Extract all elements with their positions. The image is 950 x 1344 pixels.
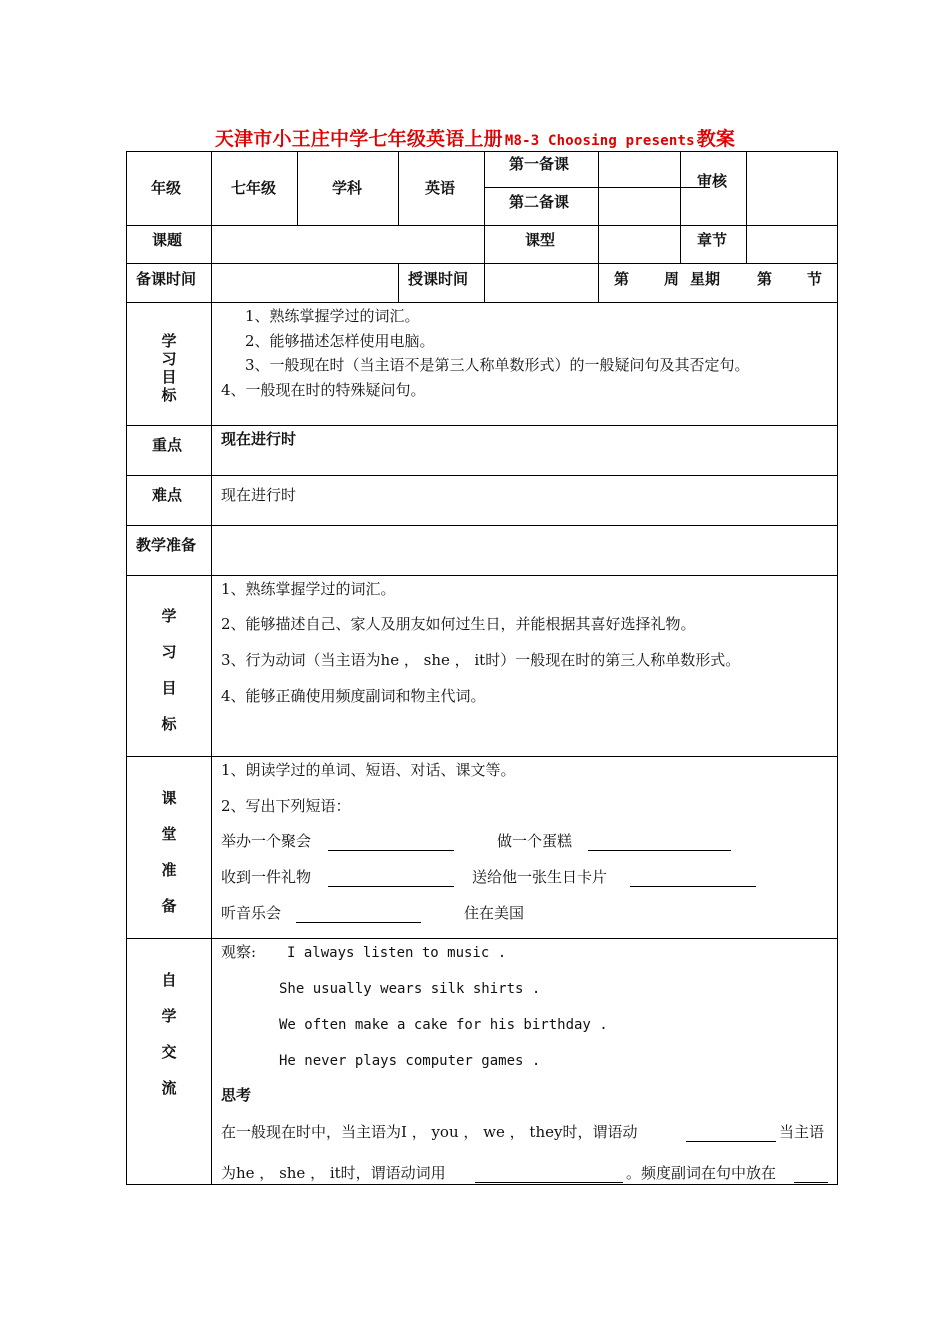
goals2-item: 3、行为动词（当主语为he ， she ， it时）一般现在时的第三人称单数形式。 [221,651,741,669]
example-sentence: She usually wears silk shirts . [279,981,541,997]
answer-blank[interactable] [475,1168,623,1183]
table-rule [126,225,838,226]
goals2-item: 2、能够描述自己、家人及朋友如何过生日，并能根据其喜好选择礼物。 [221,615,696,633]
answer-blank[interactable] [328,872,454,887]
think-question-line-2-end: 。频度副词在句中放在 [626,1164,777,1182]
table-border-left [126,151,127,1185]
key-point-value: 现在进行时 [221,430,297,448]
preparation-label: 教学准备 [136,536,197,554]
think-question-line-2: 为he ， she ， it时，谓语动词用 [221,1164,446,1182]
goals1-item: 4、一般现在时的特殊疑问句。 [221,381,426,399]
goals2-item: 1、熟练掌握学过的词汇。 [221,580,396,598]
goals2-label: 学 习 目 标 [161,607,177,733]
answer-blank[interactable] [630,872,756,887]
subject-label: 学科 [332,179,363,197]
table-border-right [837,151,838,1185]
document-title: 天津市小王庄中学七年级英语上册 M8-3 Choosing presents 教案 [214,128,736,150]
table-rule [126,263,838,264]
table-rule [126,938,838,939]
grade-label: 年级 [151,179,182,197]
table-rule [126,525,838,526]
goals1-item: 3、一般现在时（当主语不是第三人称单数形式）的一般疑问句及其否定句。 [245,356,750,374]
table-rule [598,151,599,303]
table-rule [484,151,485,303]
think-label: 思考 [221,1086,252,1104]
table-rule [398,263,399,303]
key-point-label: 重点 [152,436,183,454]
answer-blank[interactable] [686,1127,776,1142]
weekday-label: 星期 [690,270,721,288]
table-rule [126,425,838,426]
table-rule [126,756,838,757]
phrase-prompt: 听音乐会 [221,904,282,922]
topic-label: 课题 [152,231,183,249]
phrase-prompt: 住在美国 [464,904,525,922]
phrase-prompt: 收到一件礼物 [221,868,312,886]
chapter-label: 章节 [697,231,728,249]
table-rule [680,151,681,264]
class-prep-item: 2、写出下列短语： [221,797,351,815]
answer-blank[interactable] [328,836,454,851]
table-border-top [126,151,838,152]
goals1-item: 2、能够描述怎样使用电脑。 [245,332,435,350]
phrase-prompt: 举办一个聚会 [221,832,312,850]
teach-time-label: 授课时间 [408,270,469,288]
period-label-2: 节 [807,270,823,288]
table-rule [126,302,838,303]
table-rule [484,187,710,188]
class-prep-item: 1、朗读学过的单词、短语、对话、课文等。 [221,761,516,779]
phrase-prompt: 送给他一张生日卡片 [472,868,608,886]
example-sentence: I always listen to music . [287,945,507,961]
example-sentence: We often make a cake for his birthday . [279,1017,608,1033]
answer-blank[interactable] [296,908,421,923]
answer-blank[interactable] [794,1168,828,1183]
prep-time-label: 备课时间 [136,270,197,288]
think-question-line-1-end: 当主语 [779,1123,825,1141]
grade-value: 七年级 [231,179,277,197]
class-prep-label: 课 堂 准 备 [161,789,177,915]
table-rule [126,475,838,476]
lesson-type-label: 课型 [525,231,556,249]
first-prep-label: 第一备课 [509,155,570,173]
table-rule [398,151,399,226]
goals1-label: 学 习 目 标 [161,332,177,404]
table-rule [211,151,212,1185]
table-rule [126,575,838,576]
subject-value: 英语 [425,179,456,197]
example-sentence: He never plays computer games . [279,1053,541,1069]
answer-blank[interactable] [588,836,731,851]
goals2-item: 4、能够正确使用频度副词和物主代词。 [221,687,486,705]
observe-label: 观察: [221,943,257,961]
difficulty-value: 现在进行时 [221,486,297,504]
difficulty-label: 难点 [152,486,183,504]
phrase-prompt: 做一个蛋糕 [497,832,573,850]
goals1-item: 1、熟练掌握学过的词汇。 [245,307,420,325]
table-border-bottom [126,1184,838,1185]
second-prep-label: 第二备课 [509,193,570,211]
week-label-2: 周 [664,270,680,288]
week-label-1: 第 [614,270,630,288]
review-label: 审核 [697,172,728,190]
period-label-1: 第 [757,270,773,288]
table-rule [746,151,747,264]
self-study-label: 自 学 交 流 [161,971,177,1097]
table-rule [297,151,298,226]
think-question-line-1: 在一般现在时中，当主语为I ， you ， we ， they时，谓语动 [221,1123,638,1141]
